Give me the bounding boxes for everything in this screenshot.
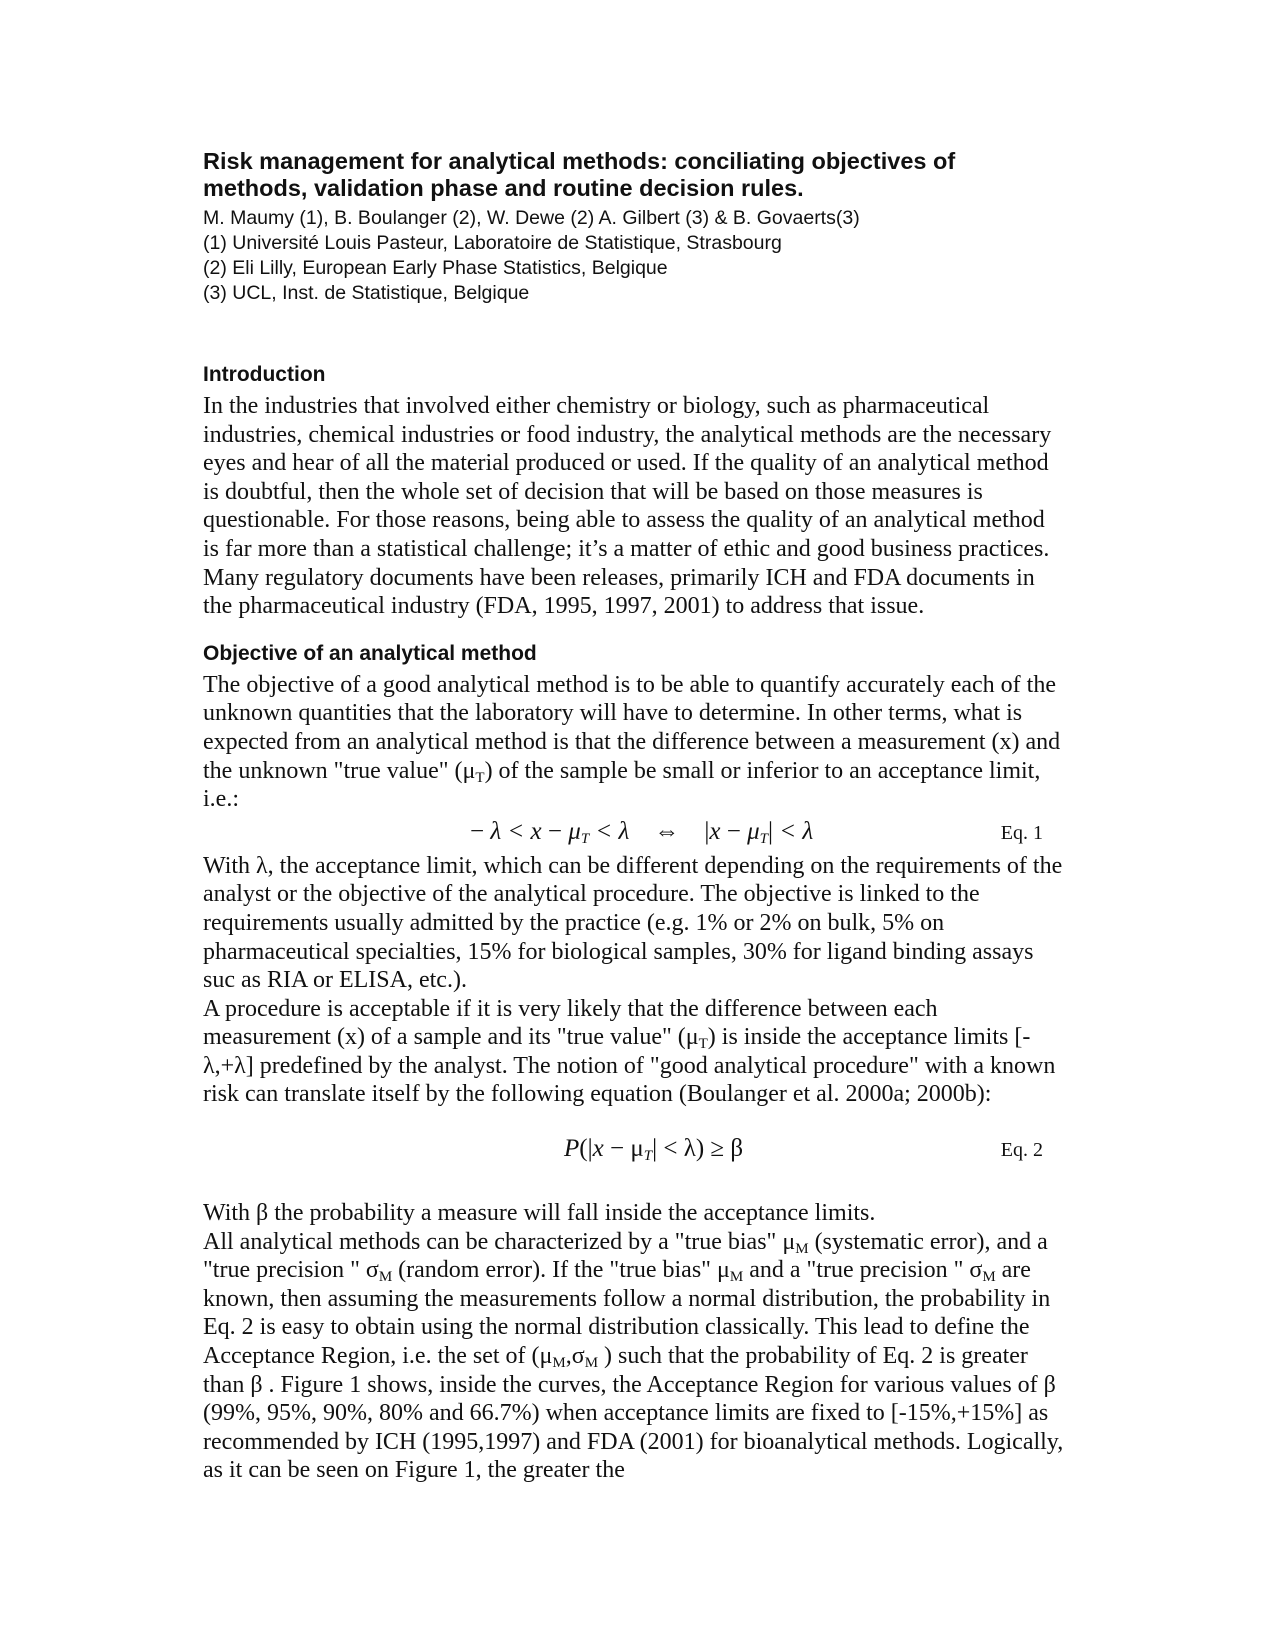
author-list: M. Maumy (1), B. Boulanger (2), W. Dewe (2) A. Gilbert (3) & B. Govaerts(3) <box>203 207 860 229</box>
objective-p1-text-b: ) of the sample be small or inferior to an acceptance limit, i.e.: <box>203 757 1041 813</box>
subscript-m: M <box>378 1269 393 1286</box>
paper-title: Risk management for analytical methods: conciliating objectives of methods, validation phase and routine decision rules. <box>203 148 956 201</box>
section-heading-objective: Objective of an analytical method <box>203 641 537 665</box>
equation-2-expression: $P(|x - \mu_T| < \lambda) \ge \beta$ <box>564 1135 744 1165</box>
objective-paragraph-5 <box>203 1228 1065 1485</box>
affiliation-3: (3) UCL, Inst. de Statistique, Belgique <box>203 282 530 304</box>
affiliation-2: (2) Eli Lilly, European Early Phase Statistics, Belgique <box>203 257 668 279</box>
subscript-m: M <box>584 1355 599 1372</box>
subscript-m: M <box>729 1269 744 1286</box>
p5-text: and a "true precision " σ <box>743 1257 983 1284</box>
section-heading-introduction: Introduction <box>203 363 326 386</box>
subscript-m: M <box>982 1269 996 1286</box>
objective-paragraph-2: With λ, the acceptance limit, which can be different depending on the requirements of the analyst or the objective of the analytical procedure. The objective is linked to the requirements usually admitted by the practice (e.g. 1% or 2% on bulk, 5% on pharmaceutical specialties, 15% for biological samples, 30% for ligand binding assays suc as RIA or ELISA, etc.). <box>203 852 1063 994</box>
p5-text: ) such that the probability of Eq. 2 is greater than β . Figure 1 shows, inside the curves, the Acceptance Region for various values of β (99%, 95%, 90%, 80% and 66.7%) when acceptance limits are fixed to [-15%,+15%] as recommended by ICH (1995,1997) and FDA (2001) for bioanalytical methods. Logically, as it can be seen on Figure 1, the greater the <box>203 1343 1064 1484</box>
p5-text: are known, then assuming the measurements follow a normal distribution, the probability in Eq. 2 is easy to obtain using the normal distribution classically. This lead to define the Acceptance Region, i.e. the set of (μ <box>203 1257 1051 1370</box>
p5-text: ,σ <box>565 1343 585 1370</box>
objective-p1-text-a: The objective of a good analytical method is to be able to quantify accurately each of the unknown quantities that the laboratory will have to determine. In other terms, what is expected from an analytical method is that the difference between a measurement (x) and the unknown "true value" (μ <box>203 671 1061 784</box>
objective-paragraph-4: With β the probability a measure will fall inside the acceptance limits. <box>203 1200 876 1227</box>
paper-page <box>203 148 1065 1485</box>
subscript-t: T <box>475 769 485 786</box>
subscript-m: M <box>552 1355 566 1372</box>
p5-text: (random error). If the "true bias" μ <box>392 1257 730 1284</box>
p5-text: (systematic error), and a "true precision " σ <box>203 1228 1048 1284</box>
objective-paragraph-3 <box>203 995 1065 1109</box>
affiliation-1: (1) Université Louis Pasteur, Laboratoire de Statistique, Strasbourg <box>203 232 782 254</box>
equation-1-label: Eq. 1 <box>1000 821 1043 844</box>
p5-text: All analytical methods can be characterized by a "true bias" μ <box>203 1228 796 1255</box>
intro-paragraph: In the industries that involved either chemistry or biology, such as pharmaceutical industries, chemical industries or food industry, the analytical methods are the necessary eyes and hear of all the material produced or used. If the quality of an analytical method is doubtful, then the whole set of decision that will be based on those measures is questionable. For those reasons, being able to assess the quality of an analytical method is far more than a statistical challenge; it’s a matter of ethic and good business practices. Many regulatory documents have been releases, primarily ICH and FDA documents in the pharmaceutical industry (FDA, 1995, 1997, 2001) to address that issue. <box>203 393 1052 620</box>
subscript-m: M <box>795 1240 809 1257</box>
equation-1 <box>203 818 1065 852</box>
objective-p3-text-a: A procedure is acceptable if it is very likely that the difference between each measurement (x) of a sample and its "true value" (μ <box>203 995 938 1051</box>
subscript-t: T <box>698 1036 708 1053</box>
equation-2-label: Eq. 2 <box>1000 1139 1043 1162</box>
objective-paragraph-1 <box>203 671 1065 814</box>
objective-p3-text-b: ) is inside the acceptance limits [-λ,+λ] predefined by the analyst. The notion of "good analytical procedure" with a known risk can translate itself by the following equation (Boulanger et al. 2000a; 2000b): <box>203 1024 1056 1108</box>
author-block <box>203 206 1065 306</box>
equation-1-expression: − $\lambda < x - \mu_T < \lambda$ ⇔ $|x - \mu_T| < \lambda$ <box>470 817 814 847</box>
equation-2 <box>203 1135 1065 1169</box>
